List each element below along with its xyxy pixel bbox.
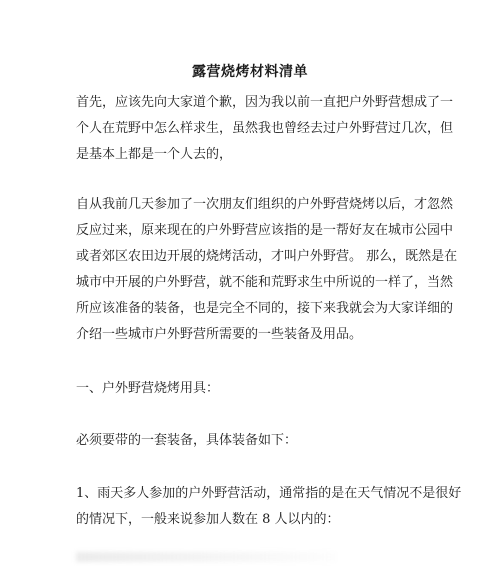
text-line: 是基本上都是一个人去的， — [76, 147, 233, 162]
text-line: 1、雨天多人参加的户外野营活动，通常指的是在天气情况不是很好 — [76, 486, 462, 501]
document-title: 露营烧烤材料清单 — [192, 64, 308, 80]
text-line: 必须要带的一套装备，具体装备如下： — [76, 433, 298, 448]
section-heading — [76, 376, 432, 402]
text-line: 所应该准备的装备，也是完全不同的，接下来我就会为大家详细的 — [76, 301, 454, 316]
text-line: 介绍一些城市户外野营所需要的一些装备及用品。 — [76, 327, 363, 342]
text-line: 一、户外野营烧烤用具： — [76, 381, 220, 396]
text-line: 反应过来，原来现在的户外野营应该指的是一帮好友在城市公园中 — [76, 223, 454, 238]
paragraph-equipment-intro — [76, 428, 432, 454]
paragraph-item-1 — [76, 481, 462, 533]
text-line: 城市中开展的户外野营，就不能和荒野求生中所说的一样了，当然 — [76, 275, 454, 290]
text-line: 自从我前几天参加了一次朋友们组织的户外野营烧烤以后，才忽然 — [76, 197, 454, 212]
faded-text-fragment — [76, 552, 336, 562]
text-line: 首先，应该先向大家道个歉，因为我以前一直把户外野营想成了一 — [76, 95, 454, 110]
paragraph-intro — [76, 90, 454, 168]
text-line: 或者郊区农田边开展的烧烤活动，才叫户外野营。 那么，既然是在 — [76, 249, 458, 264]
text-line: 个人在荒野中怎么样求生，虽然我也曾经去过户外野营过几次，但 — [76, 121, 454, 136]
text-line: 的情况下，一般来说参加人数在 8 人以内的： — [76, 512, 340, 527]
paragraph-explanation — [76, 192, 458, 348]
